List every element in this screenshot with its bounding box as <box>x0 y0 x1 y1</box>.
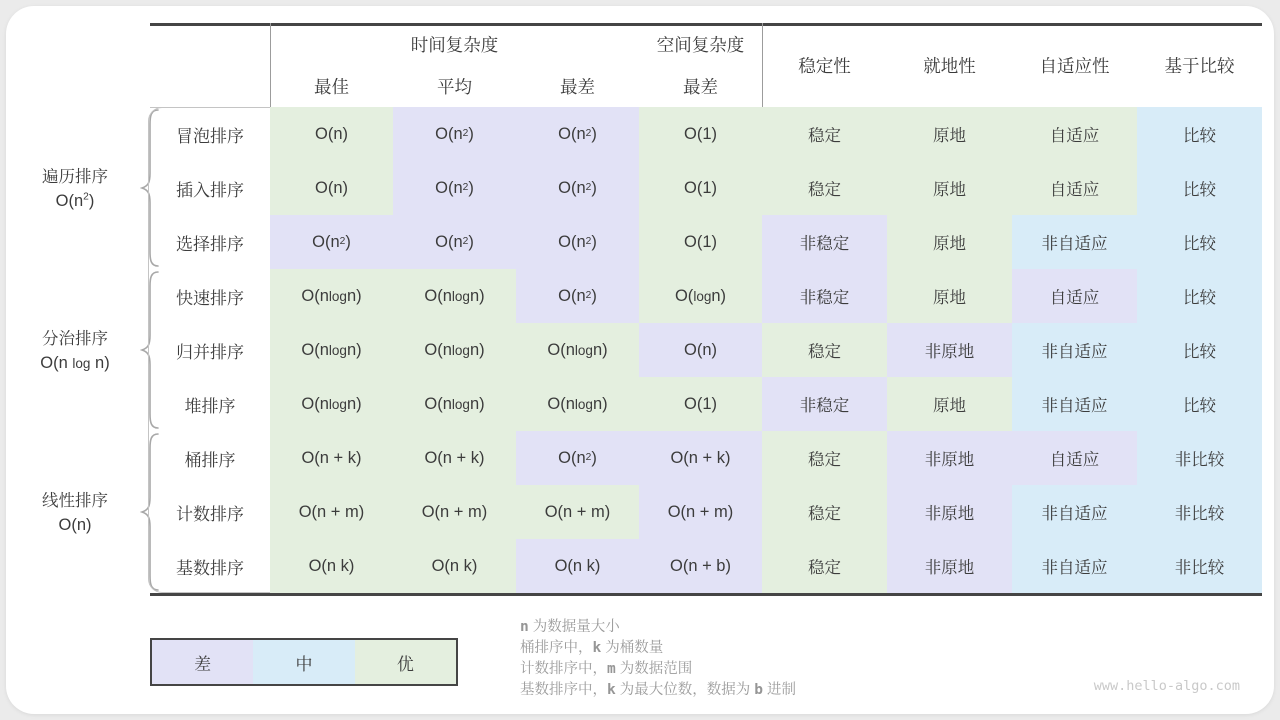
group-label-traversal <box>6 165 144 213</box>
row-label: 归并排序 <box>176 342 244 362</box>
legend-mid: 中 <box>253 640 354 684</box>
cell-best: O(n log n) <box>270 323 393 377</box>
table-row <box>150 323 1262 377</box>
row-label: 快速排序 <box>176 288 244 308</box>
table-row <box>150 485 1262 539</box>
table-row <box>150 215 1262 269</box>
cell-in-place: 原地 <box>887 161 1012 215</box>
cell-average: O(n 2 ) <box>393 107 516 161</box>
cell-space-worst: O(1) <box>639 161 762 215</box>
cell-space-worst: O( log n) <box>639 269 762 323</box>
legend-poor: 差 <box>152 640 253 684</box>
notes <box>520 617 796 701</box>
row-label: 堆排序 <box>184 396 236 416</box>
cell-comparison: 非比较 <box>1137 431 1262 485</box>
cell-comparison: 比较 <box>1137 323 1262 377</box>
row-label: 冒泡排序 <box>176 126 244 146</box>
cell-adaptive: 非自适应 <box>1012 215 1137 269</box>
cell-stability: 稳定 <box>762 323 887 377</box>
cell-adaptive: 自适应 <box>1012 431 1137 485</box>
table-header <box>150 23 1262 107</box>
row-label: 桶排序 <box>184 450 236 470</box>
cell-average: O(n 2 ) <box>393 161 516 215</box>
cell-average: O(n 2 ) <box>393 215 516 269</box>
cell-comparison: 比较 <box>1137 161 1262 215</box>
cell-adaptive: 非自适应 <box>1012 539 1137 593</box>
table-row <box>150 107 1262 161</box>
cell-best: O(n + m) <box>270 485 393 539</box>
cell-average: O(n k) <box>393 539 516 593</box>
cell-space-worst: O(1) <box>639 107 762 161</box>
cell-comparison: 比较 <box>1137 215 1262 269</box>
group-label-line1: 线性排序 <box>42 492 108 510</box>
cell-worst: O(n 2 ) <box>516 107 639 161</box>
header-space-worst: 最差 <box>683 76 718 97</box>
cell-comparison: 非比较 <box>1137 485 1262 539</box>
cell-adaptive: 自适应 <box>1012 269 1137 323</box>
table-body <box>150 107 1262 593</box>
cell-best: O(n log n) <box>270 377 393 431</box>
cell-average: O(n + m) <box>393 485 516 539</box>
cell-in-place: 原地 <box>887 377 1012 431</box>
group-label-line1: 遍历排序 <box>42 168 108 186</box>
table-row <box>150 269 1262 323</box>
cell-adaptive: 非自适应 <box>1012 485 1137 539</box>
cell-average: O(n log n) <box>393 377 516 431</box>
cell-average: O(n log n) <box>393 323 516 377</box>
cell-worst: O(n 2 ) <box>516 269 639 323</box>
group-label-linear <box>6 489 144 537</box>
cell-space-worst: O(n + b) <box>639 539 762 593</box>
cell-in-place: 非原地 <box>887 431 1012 485</box>
cell-comparison: 比较 <box>1137 269 1262 323</box>
cell-comparison: 比较 <box>1137 377 1262 431</box>
cell-adaptive: 非自适应 <box>1012 377 1137 431</box>
cell-adaptive: 非自适应 <box>1012 323 1137 377</box>
comparison-table <box>150 23 1262 593</box>
table-row <box>150 431 1262 485</box>
header-time-complexity: 时间复杂度 <box>410 34 499 55</box>
header-average: 平均 <box>437 76 472 97</box>
header-in-place: 就地性 <box>923 55 976 76</box>
cell-stability: 稳定 <box>762 107 887 161</box>
group-label-line1: 分治排序 <box>42 330 108 348</box>
cell-worst: O(n log n) <box>516 377 639 431</box>
header-space-complexity: 空间复杂度 <box>656 34 745 55</box>
cell-space-worst: O(n + k) <box>639 431 762 485</box>
color-legend <box>150 638 458 686</box>
cell-in-place: 原地 <box>887 107 1012 161</box>
cell-worst: O(n + m) <box>516 485 639 539</box>
cell-best: O(n) <box>270 107 393 161</box>
table-row <box>150 161 1262 215</box>
cell-stability: 非稳定 <box>762 377 887 431</box>
group-label-line2: O(n log n) <box>40 354 110 372</box>
cell-best: O(n) <box>270 161 393 215</box>
cell-in-place: 非原地 <box>887 323 1012 377</box>
table-top-rule <box>150 23 1262 26</box>
cell-comparison: 比较 <box>1137 107 1262 161</box>
row-label: 选择排序 <box>176 234 244 254</box>
header-comparison: 基于比较 <box>1164 55 1235 76</box>
group-label-line2: $O(n^2)$ <box>55 191 95 210</box>
header-worst: 最差 <box>560 76 595 97</box>
cell-adaptive: 自适应 <box>1012 107 1137 161</box>
cell-worst: O(n 2 ) <box>516 161 639 215</box>
cell-worst: O(n k) <box>516 539 639 593</box>
note-line: 桶排序中，k 为桶数量 <box>520 640 664 656</box>
cell-space-worst: O(n + m) <box>639 485 762 539</box>
row-label: 计数排序 <box>176 504 244 524</box>
legend-good: 优 <box>355 640 456 684</box>
cell-stability: 稳定 <box>762 161 887 215</box>
cell-worst: O(n 2 ) <box>516 215 639 269</box>
cell-best: O(n log n) <box>270 269 393 323</box>
cell-in-place: 原地 <box>887 215 1012 269</box>
header-stability: 稳定性 <box>798 55 851 76</box>
cell-space-worst: O(1) <box>639 377 762 431</box>
note-line: n 为数据量大小 <box>520 619 620 635</box>
group-label-divide-conquer <box>6 327 144 376</box>
cell-in-place: 原地 <box>887 269 1012 323</box>
table-row <box>150 539 1262 593</box>
watermark: www.hello-algo.com <box>1093 678 1240 694</box>
cell-best: O(n + k) <box>270 431 393 485</box>
cell-worst: O(n log n) <box>516 323 639 377</box>
cell-comparison: 非比较 <box>1137 539 1262 593</box>
row-label: 插入排序 <box>176 180 244 200</box>
cell-best: O(n k) <box>270 539 393 593</box>
cell-worst: O(n 2 ) <box>516 431 639 485</box>
row-label: 基数排序 <box>176 558 244 578</box>
cell-stability: 非稳定 <box>762 215 887 269</box>
cell-space-worst: O(1) <box>639 215 762 269</box>
cell-average: O(n log n) <box>393 269 516 323</box>
cell-in-place: 非原地 <box>887 485 1012 539</box>
table-row <box>150 377 1262 431</box>
cell-best: O(n 2 ) <box>270 215 393 269</box>
header-adaptive: 自适应性 <box>1039 55 1110 76</box>
cell-stability: 稳定 <box>762 431 887 485</box>
cell-space-worst: O(n) <box>639 323 762 377</box>
group-label-line2: O(n) <box>58 516 92 534</box>
header-best: 最佳 <box>314 76 349 97</box>
table-bottom-rule <box>150 593 1262 596</box>
figure-card <box>6 6 1274 714</box>
cell-in-place: 非原地 <box>887 539 1012 593</box>
cell-adaptive: 自适应 <box>1012 161 1137 215</box>
cell-stability: 非稳定 <box>762 269 887 323</box>
note-line: 基数排序中，k 为最大位数，数据为 b 进制 <box>520 682 797 698</box>
cell-average: O(n + k) <box>393 431 516 485</box>
note-line: 计数排序中，m 为数据范围 <box>520 661 693 677</box>
cell-stability: 稳定 <box>762 485 887 539</box>
cell-stability: 稳定 <box>762 539 887 593</box>
